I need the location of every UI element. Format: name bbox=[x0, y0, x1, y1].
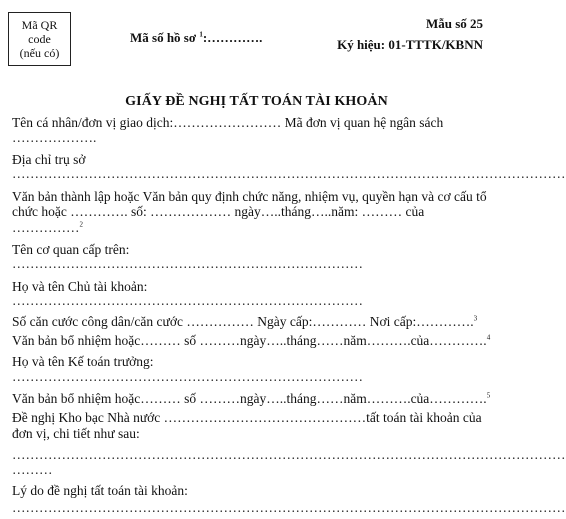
file-code-label: Mã số hồ sơ bbox=[130, 30, 200, 45]
account-holder-dots: …………………………………………………………………… bbox=[12, 293, 363, 308]
footnote-4: 4 bbox=[486, 333, 491, 342]
footnote-2: 2 bbox=[79, 220, 83, 229]
accountant-appointment-text: Văn bản bổ nhiệm hoặc……… số ………ngày…..tháng……năm……….của…………. bbox=[12, 391, 487, 406]
establishment-doc-line-2: chức hoặc …………. số: ……………… ngày…..tháng…..năm: ……… của bbox=[12, 204, 425, 219]
citizen-id-line bbox=[12, 314, 477, 330]
qr-code-box bbox=[8, 12, 71, 66]
form-symbol: Ký hiệu: 01-TTTK/KBNN bbox=[337, 37, 483, 52]
citizen-id-text: Số căn cước công dân/căn cước …………… Ngày cấp:………… Nơi cấp:…………. bbox=[12, 314, 474, 329]
qr-optional-label: (nếu có) bbox=[19, 46, 60, 60]
chief-accountant-dots: …………………………………………………………………… bbox=[12, 369, 363, 384]
footnote-1: 1 bbox=[199, 30, 203, 39]
appointment-doc-line bbox=[12, 333, 490, 349]
establishment-doc-line-3 bbox=[12, 220, 83, 236]
footnote-3: 3 bbox=[473, 314, 478, 323]
transaction-party-line: Tên cá nhân/đơn vị giao dịch:…………………… Mã đơn vị quan hệ ngân sách bbox=[12, 115, 444, 130]
qr-code-label: code bbox=[28, 32, 51, 46]
accountant-appointment-line bbox=[12, 391, 490, 407]
parent-agency-dots: …………………………………………………………………… bbox=[12, 256, 363, 271]
appointment-doc-text: Văn bản bổ nhiệm hoặc……… số ………ngày…..tháng……năm……….của…………. bbox=[12, 333, 487, 348]
transaction-party-line-cont: ………………. bbox=[12, 130, 97, 145]
document-title: GIẤY ĐỀ NGHỊ TẤT TOÁN TÀI KHOẢN bbox=[125, 94, 388, 109]
address-dots: …………………………………………………………………………………………………………… bbox=[12, 166, 566, 181]
chief-accountant-label: Họ và tên Kế toán trưởng: bbox=[12, 354, 154, 369]
file-code-dots: :…………. bbox=[202, 30, 263, 45]
form-number: Mẫu số 25 bbox=[425, 16, 483, 31]
closure-reason-label: Lý do đề nghị tất toán tài khoản: bbox=[12, 483, 188, 498]
establishment-doc-dots: …………… bbox=[12, 220, 80, 235]
address-label: Địa chỉ trụ sở bbox=[12, 152, 86, 167]
request-detail-label: đơn vị, chi tiết như sau: bbox=[12, 426, 140, 441]
establishment-doc-line: Văn bản thành lập hoặc Văn bản quy định chức năng, nhiệm vụ, quyền hạn và cơ cấu tổ bbox=[12, 189, 487, 204]
parent-agency-label: Tên cơ quan cấp trên: bbox=[12, 242, 130, 257]
request-detail-dots-2: ……… bbox=[12, 462, 53, 477]
file-code-field bbox=[130, 30, 262, 46]
account-holder-label: Họ và tên Chủ tài khoản: bbox=[12, 279, 148, 294]
request-treasury-line: Đề nghị Kho bạc Nhà nước ………………………………………tất toán tài khoản của bbox=[12, 410, 482, 425]
footnote-5: 5 bbox=[486, 391, 491, 400]
request-detail-dots: …………………………………………………………………………………………………………… bbox=[12, 447, 566, 462]
qr-label: Mã QR bbox=[21, 18, 58, 32]
closure-reason-dots: …………………………………………………………………………………………………………… bbox=[12, 500, 566, 515]
